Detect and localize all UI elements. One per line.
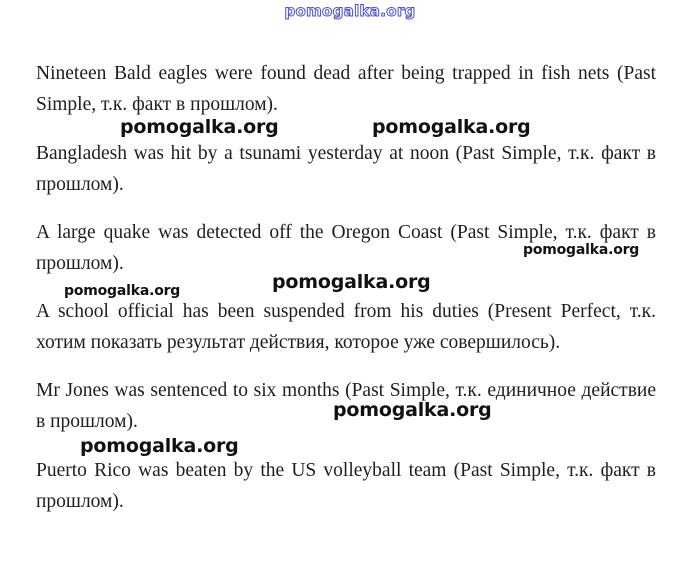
paragraph-5: Mr Jones was sentenced to six months (Past Simple, т.к. единичное действие в прошлом). [36, 380, 656, 432]
watermark-6: pomogalka.org [333, 399, 492, 421]
watermark-top: pomogalka.org [284, 2, 416, 20]
paragraph-2: Bangladesh was hit by a tsunami yesterday at noon (Past Simple, т.к. факт в прошлом). [36, 143, 656, 195]
watermark-1: pomogalka.org [120, 116, 279, 138]
paragraph-4: A school official has been suspended from his duties (Present Perfect, т.к. хотим показать результат действия, которое уже совершилось). [36, 301, 656, 353]
paragraph-6: Puerto Rico was beaten by the US volleyball team (Past Simple, т.к. факт в прошлом). [36, 460, 656, 512]
watermark-5: pomogalka.org [64, 283, 181, 299]
watermark-3: pomogalka.org [523, 242, 640, 258]
watermark-4: pomogalka.org [272, 271, 431, 293]
watermark-2: pomogalka.org [372, 116, 531, 138]
paragraph-3: A large quake was detected off the Oregon Coast (Past Simple, т.к. факт в прошлом). [36, 222, 656, 274]
watermark-7: pomogalka.org [80, 435, 239, 457]
paragraph-1: Nineteen Bald eagles were found dead after being trapped in fish nets (Past Simple, т.к. факт в прошлом). [36, 63, 656, 115]
